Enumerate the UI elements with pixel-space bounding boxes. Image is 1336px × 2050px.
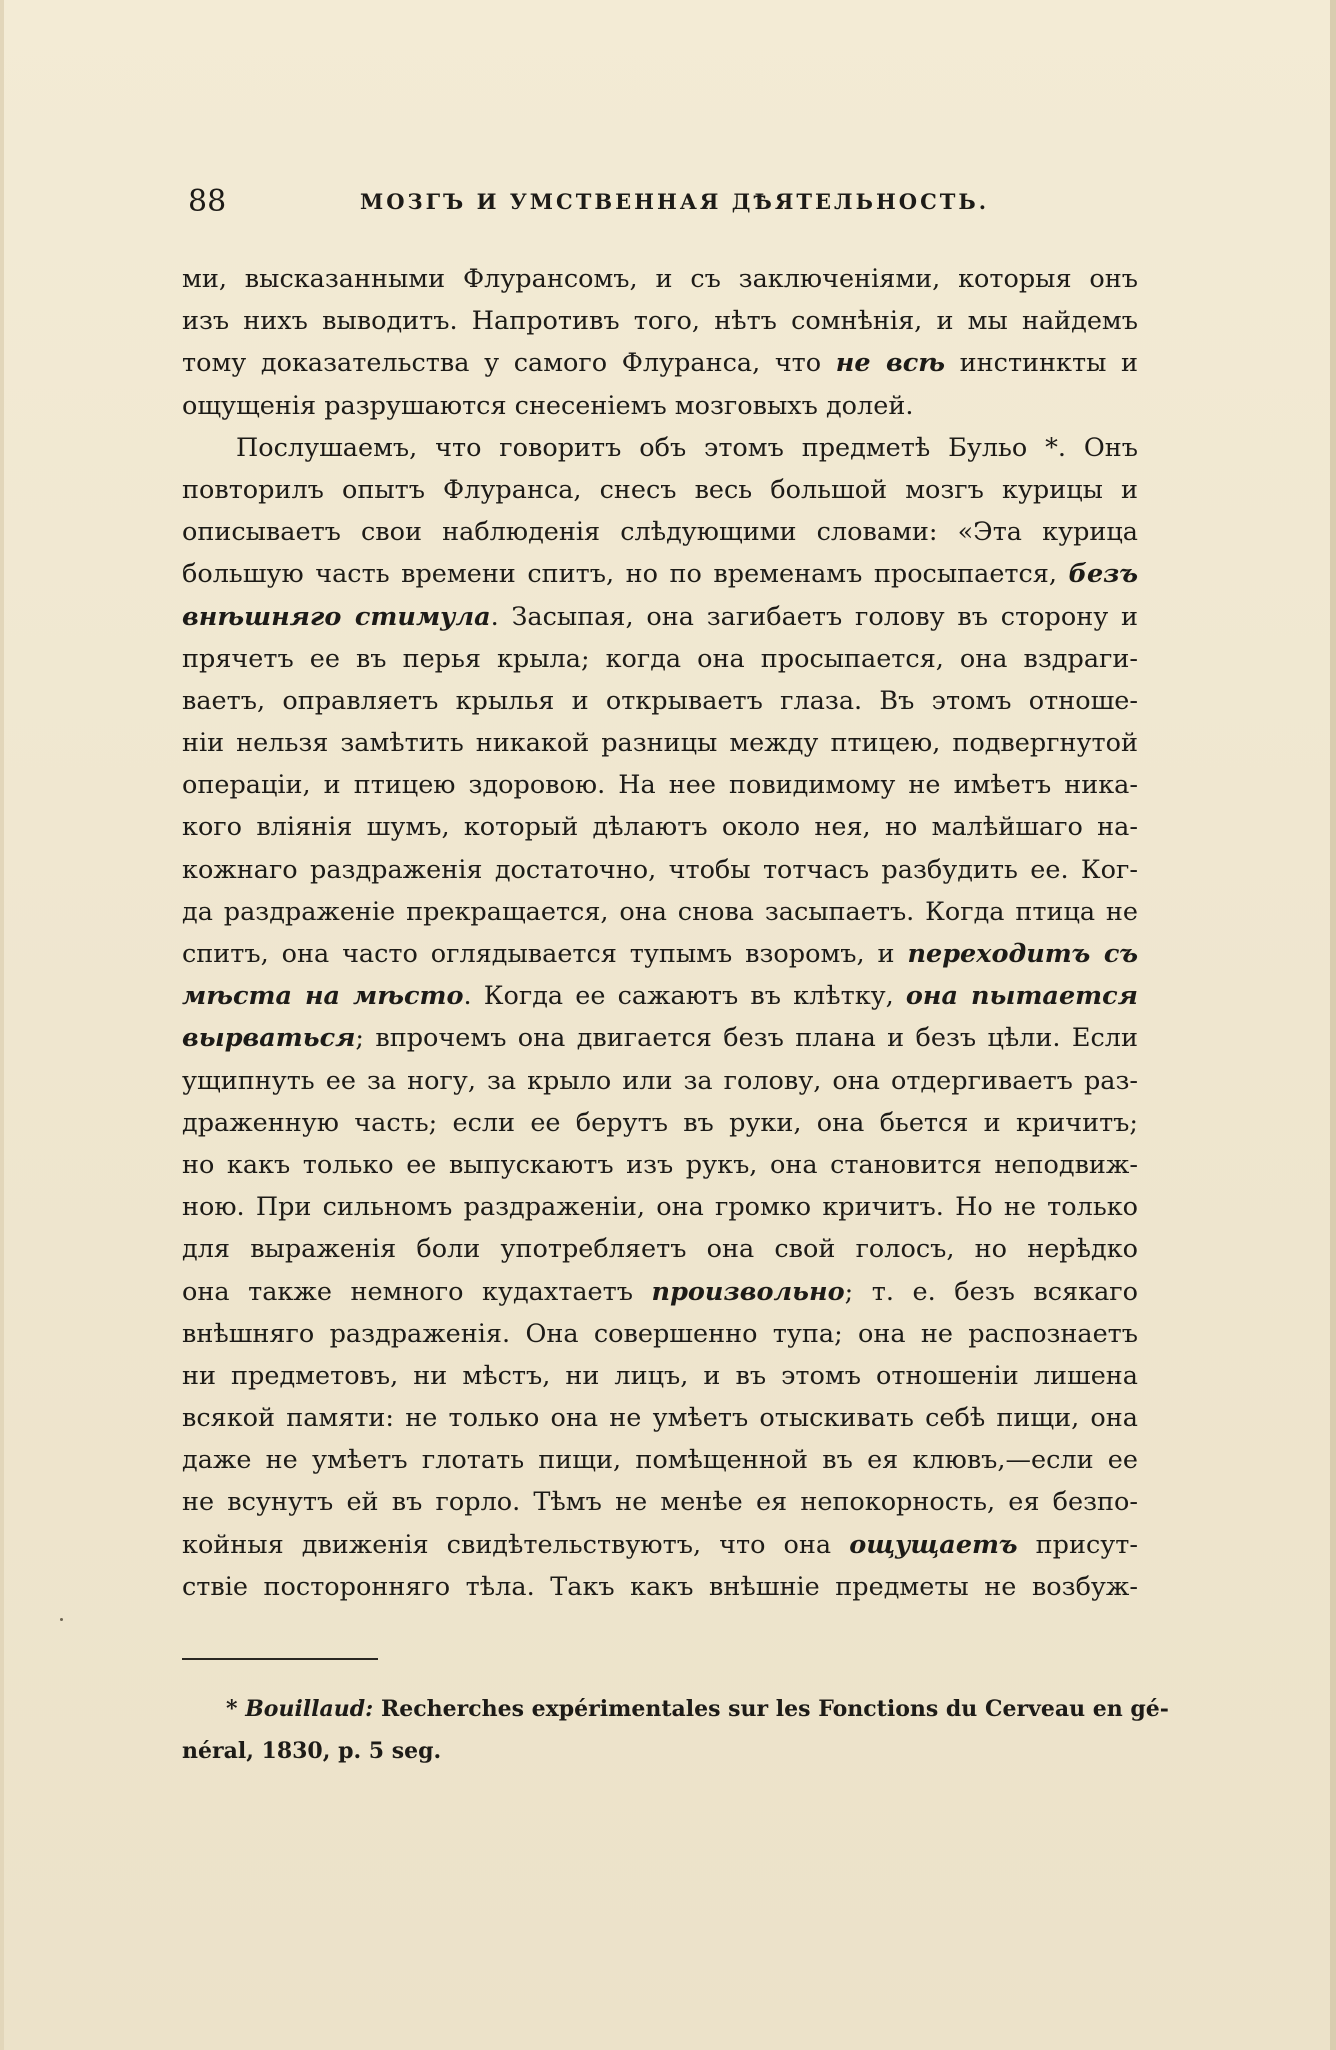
text-line xyxy=(182,1271,1138,1313)
text-run: спитъ, она часто оглядывается тупымъ взоромъ, и xyxy=(182,939,908,969)
text-line xyxy=(182,1566,1138,1608)
text-run: не всунутъ ей въ горло. Тѣмъ не менѣе ея непокорность, ея безпо- xyxy=(182,1487,1138,1518)
footnote-line-1 xyxy=(182,1688,1169,1730)
text-line xyxy=(182,638,1138,680)
text-run: инстинкты и xyxy=(945,348,1139,379)
emphasis-text: внѣшняго стимула xyxy=(182,601,491,632)
text-line xyxy=(182,511,1138,553)
text-run: всякой памяти: не только она не умѣетъ отыскивать себѣ пищи, она xyxy=(182,1403,1138,1434)
text-run: ною. При сильномъ раздраженіи, она громко кричитъ. Но не только xyxy=(182,1192,1138,1223)
text-run: Послушаемъ, что говоритъ объ этомъ предметѣ Бульо *. Онъ xyxy=(236,432,1138,463)
text-line xyxy=(182,1228,1138,1270)
text-run: ваетъ, оправляетъ крылья и открываетъ глаза. Въ этомъ отноше- xyxy=(182,685,1138,716)
page-number: 88 xyxy=(188,184,227,219)
text-run: койныя движенія свидѣтельствуютъ, что она xyxy=(182,1529,850,1560)
text-line xyxy=(182,342,1138,384)
emphasis-text: вырваться xyxy=(182,1023,356,1054)
text-line xyxy=(182,1186,1138,1228)
text-run: большую часть времени спитъ, но по временамъ просыпается, xyxy=(182,559,1069,590)
text-run: ; впрочемъ она двигается безъ плана и безъ цѣли. Если xyxy=(355,1023,1138,1054)
text-run: прячетъ ее въ перья крыла; когда она просыпается, она вздраги- xyxy=(182,643,1138,674)
text-run: присут- xyxy=(1017,1529,1139,1560)
text-line xyxy=(182,849,1138,891)
text-run: ощущенія разрушаются снесеніемъ мозговыхъ долей. xyxy=(182,390,914,421)
text-run: ни предметовъ, ни мѣстъ, ни лицъ, и въ этомъ отношеніи лишена xyxy=(182,1360,1138,1391)
page-header xyxy=(188,180,1132,224)
footnote xyxy=(182,1688,1169,1772)
text-run: описываетъ свои наблюденія слѣдующими словами: «Эта курица xyxy=(182,517,1138,548)
text-run: операціи, и птицею здоровою. На нее повидимому не имѣетъ ника- xyxy=(182,770,1138,801)
footnote-marker: * xyxy=(226,1696,238,1722)
text-line xyxy=(182,469,1138,511)
text-line xyxy=(182,1017,1138,1059)
text-line xyxy=(182,933,1138,975)
text-run: ; т. е. безъ всякаго xyxy=(844,1276,1138,1307)
page-edge-right xyxy=(1330,0,1336,2050)
margin-speck xyxy=(60,1618,63,1621)
running-title: МОЗГЪ И УМСТВЕННАЯ ДѢЯТЕЛЬНОСТЬ. xyxy=(360,189,990,214)
emphasis-text: произвольно xyxy=(651,1276,845,1307)
text-run: . Засыпая, она загибаетъ голову въ сторону и xyxy=(490,601,1139,632)
text-line xyxy=(182,1060,1138,1102)
text-line xyxy=(182,722,1138,764)
text-run: тому доказательства у самого Флуранса, что xyxy=(182,348,836,379)
text-run: кожнаго раздраженія достаточно, чтобы тотчасъ разбудить ее. Ког- xyxy=(182,854,1138,885)
text-run: драженную часть; если ее берутъ въ руки, она бьется и кричитъ; xyxy=(182,1107,1138,1138)
text-line xyxy=(182,1144,1138,1186)
footnote-line-2: néral, 1830, p. 5 seg. xyxy=(182,1738,442,1764)
text-line xyxy=(182,596,1138,638)
text-run: даже не умѣетъ глотать пищи, помѣщенной въ ея клювъ,—если ее xyxy=(182,1445,1138,1476)
text-run: внѣшняго раздраженія. Она совершенно тупа; она не распознаетъ xyxy=(182,1318,1138,1349)
text-line xyxy=(182,258,1138,300)
text-run: . Когда ее сажаютъ въ клѣтку, xyxy=(463,981,906,1012)
emphasis-text: не всѣ xyxy=(835,348,946,379)
text-line xyxy=(182,1439,1138,1481)
footnote-author: Bouillaud: xyxy=(245,1696,374,1722)
emphasis-text: мѣста на мѣсто xyxy=(182,981,464,1012)
text-line xyxy=(182,1481,1138,1523)
text-run: ми, высказанными Флурансомъ, и съ заключеніями, которыя онъ xyxy=(182,264,1138,294)
text-line xyxy=(182,680,1138,722)
emphasis-text: ощущаетъ xyxy=(849,1529,1018,1560)
text-line xyxy=(182,764,1138,806)
text-line xyxy=(182,1524,1138,1566)
text-run: изъ нихъ выводитъ. Напротивъ того, нѣтъ сомнѣнія, и мы найдемъ xyxy=(182,306,1138,337)
text-run: повторилъ опытъ Флуранса, снесъ весь большой мозгъ курицы и xyxy=(182,474,1138,505)
text-run: ніи нельзя замѣтить никакой разницы между птицею, подвергнутой xyxy=(182,728,1138,759)
text-run: ствіе посторонняго тѣла. Такъ какъ внѣшніе предметы не возбуж- xyxy=(182,1571,1138,1602)
emphasis-text: она пытается xyxy=(905,981,1138,1012)
text-line xyxy=(182,1397,1138,1439)
page-edge-left xyxy=(0,0,4,2050)
body-text xyxy=(182,258,1138,1608)
emphasis-text: переходитъ съ xyxy=(907,939,1139,969)
text-run: она также немного кудахтаетъ xyxy=(182,1276,652,1307)
text-run: для выраженія боли употребляетъ она свой голосъ, но нерѣдко xyxy=(182,1234,1138,1265)
text-line xyxy=(182,1313,1138,1355)
text-run: ущипнуть ее за ногу, за крыло или за голову, она отдергиваетъ раз- xyxy=(182,1065,1138,1096)
text-line xyxy=(182,300,1138,342)
text-run: да раздраженіе прекращается, она снова засыпаетъ. Когда птица не xyxy=(182,896,1138,927)
text-line xyxy=(182,1355,1138,1397)
text-run: кого вліянія шумъ, который дѣлаютъ около нея, но малѣйшаго на- xyxy=(182,812,1138,843)
text-run: но какъ только ее выпускаютъ изъ рукъ, она становится неподвиж- xyxy=(182,1149,1138,1180)
emphasis-text: безъ xyxy=(1068,559,1138,590)
footnote-rule xyxy=(182,1658,378,1660)
text-line xyxy=(182,891,1138,933)
text-line xyxy=(182,1102,1138,1144)
text-line xyxy=(182,553,1138,595)
text-line xyxy=(182,806,1138,848)
text-line xyxy=(182,385,1138,427)
text-line xyxy=(182,427,1138,469)
text-line xyxy=(182,975,1138,1017)
footnote-citation: Recherches expérimentales sur les Fonctions du Cerveau en gé- xyxy=(380,1696,1169,1722)
